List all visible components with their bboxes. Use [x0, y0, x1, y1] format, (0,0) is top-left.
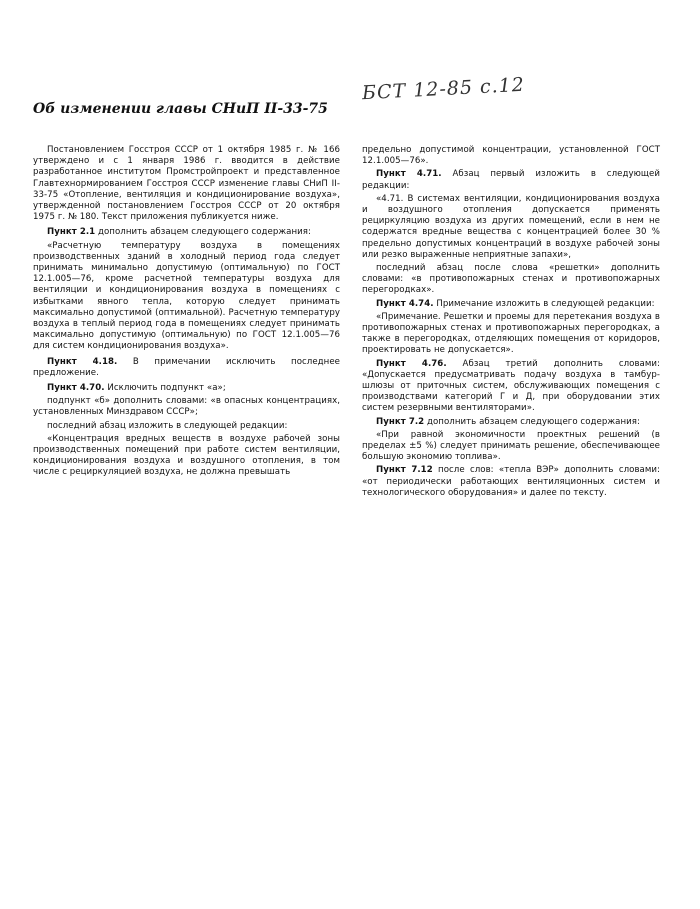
handwritten-note: БСТ 12-85 с.12	[361, 73, 526, 105]
clause-4-71-last-paragraph: последний абзац после слова «решетки» дополнить словами: «в противопожарных стенах и противопожарных перегородках».	[362, 263, 660, 296]
clause-7-12-text: после слов: «тепла ВЭР» дополнить словами: «от периодически работающих вентиляционных систем и технологического оборудования» и далее по тексту.	[362, 465, 660, 498]
clause-4-74-quote: «Примечание. Решетки и проемы для перетекания воздуха в противопожарных стенах и противопожарных перегородках, а также в перегородках, отделяющих помещения от коридоров, проектировать не допускается».	[362, 311, 660, 356]
clause-4-70-text: Исключить подпункт «а»;	[104, 383, 226, 394]
clause-2-1-label: Пункт 2.1	[47, 227, 96, 238]
clause-4-71-text: Абзац первый изложить в следующей редакции:	[362, 169, 660, 191]
clause-7-2	[362, 417, 660, 428]
left-column	[33, 145, 340, 481]
intro-paragraph: Постановлением Госстроя СССР от 1 октября 1985 г. № 166 утверждено и с 1 января 1986 г. вводится в действие разработанное институтом Промстройпроект и представленное Главтехнормированием Госстроя СССР изменение главы СНиП II-33-75 «Отопление, вентиляция и кондиционирование воздуха», утвержденной постановлением Госстроя СССР от 20 октября 1975 г. № 180. Текст приложения публикуется ниже.	[33, 145, 340, 223]
clause-4-71-label: Пункт 4.71.	[376, 169, 442, 180]
clause-4-70-last-paragraph: последний абзац изложить в следующей редакции:	[47, 420, 288, 431]
clause-4-70-label: Пункт 4.70.	[47, 383, 105, 394]
clause-2-1-quote: «Расчетную температуру воздуха в помещениях производственных зданий в холодный период года следует принимать минимально допустимую (оптимальную) по ГОСТ 12.1.005—76, кроме расчетной температуры воздуха для вентиляции и кондиционирования воздуха в помещениях с избытками явного тепла, которую следует принимать максимально допустимой (оптимальной). Расчетную температуру воздуха в теплый период года в помещениях следует принимать максимально допустимую (оптимальную) по ГОСТ 12.1.005—76 для систем кондиционирования воздуха».	[33, 240, 340, 352]
clause-2-1	[33, 227, 340, 238]
clause-4-76-label: Пункт 4.76.	[376, 358, 447, 369]
clause-4-70-quote: «Концентрация вредных веществ в воздухе рабочей зоны производственных помещений при работе систем вентиляции, кондиционирования воздуха и воздушного отопления, в том числе с рециркуляцией воздуха, не должна превышать	[33, 433, 340, 478]
clause-4-71-quote: «4.71. В системах вентиляции, кондиционирования воздуха и воздушного отопления допускается применять рециркуляцию воздуха из других помещений, если в нем не содержатся вредные вещества с концентрацией более 30 % предельно допустимых концентраций в воздухе рабочей зоны или резко выраженные неприятные запахи»,	[362, 193, 660, 260]
clause-4-74-label: Пункт 4.74.	[376, 298, 434, 309]
clause-7-2-text: дополнить абзацем следующего содержания:	[424, 416, 640, 427]
clause-7-12	[362, 465, 660, 499]
clause-4-76	[362, 359, 660, 415]
clause-4-74-text: Примечание изложить в следующей редакции:	[433, 298, 655, 309]
right-column	[362, 145, 660, 501]
clause-4-71	[362, 169, 660, 191]
clause-4-18-label: Пункт 4.18.	[47, 356, 118, 367]
document-title: Об изменении главы СНиП II-33-75	[33, 101, 328, 117]
clause-4-74	[362, 299, 660, 310]
clause-4-18-text: В примечании исключить последнее предложение.	[33, 356, 340, 378]
clause-4-76-text: Абзац третий дополнить словами: «Допускается предусматривать подачу воздуха в тамбур-шлюзы от приточных систем, обслуживающих помещения с производствами категорий Г и Д, при оборудовании этих систем резервными вентиляторами».	[362, 358, 660, 414]
clause-4-70-subitem-b: подпункт «б» дополнить словами: «в опасных концентрациях, установленных Минздравом СССР»;	[33, 396, 340, 418]
clause-2-1-text: дополнить абзацем следующего содержания:	[95, 227, 311, 238]
clause-4-70	[33, 383, 340, 394]
continuation-paragraph: предельно допустимой концентрации, установленной ГОСТ 12.1.005—76».	[362, 145, 660, 167]
clause-7-12-label: Пункт 7.12	[376, 465, 433, 476]
clause-7-2-label: Пункт 7.2	[376, 416, 425, 427]
clause-7-2-quote: «При равной экономичности проектных решений (в пределах ±5 %) следует принимать решение, обеспечивающее большую экономию топлива».	[362, 429, 660, 463]
clause-4-18	[33, 357, 340, 379]
